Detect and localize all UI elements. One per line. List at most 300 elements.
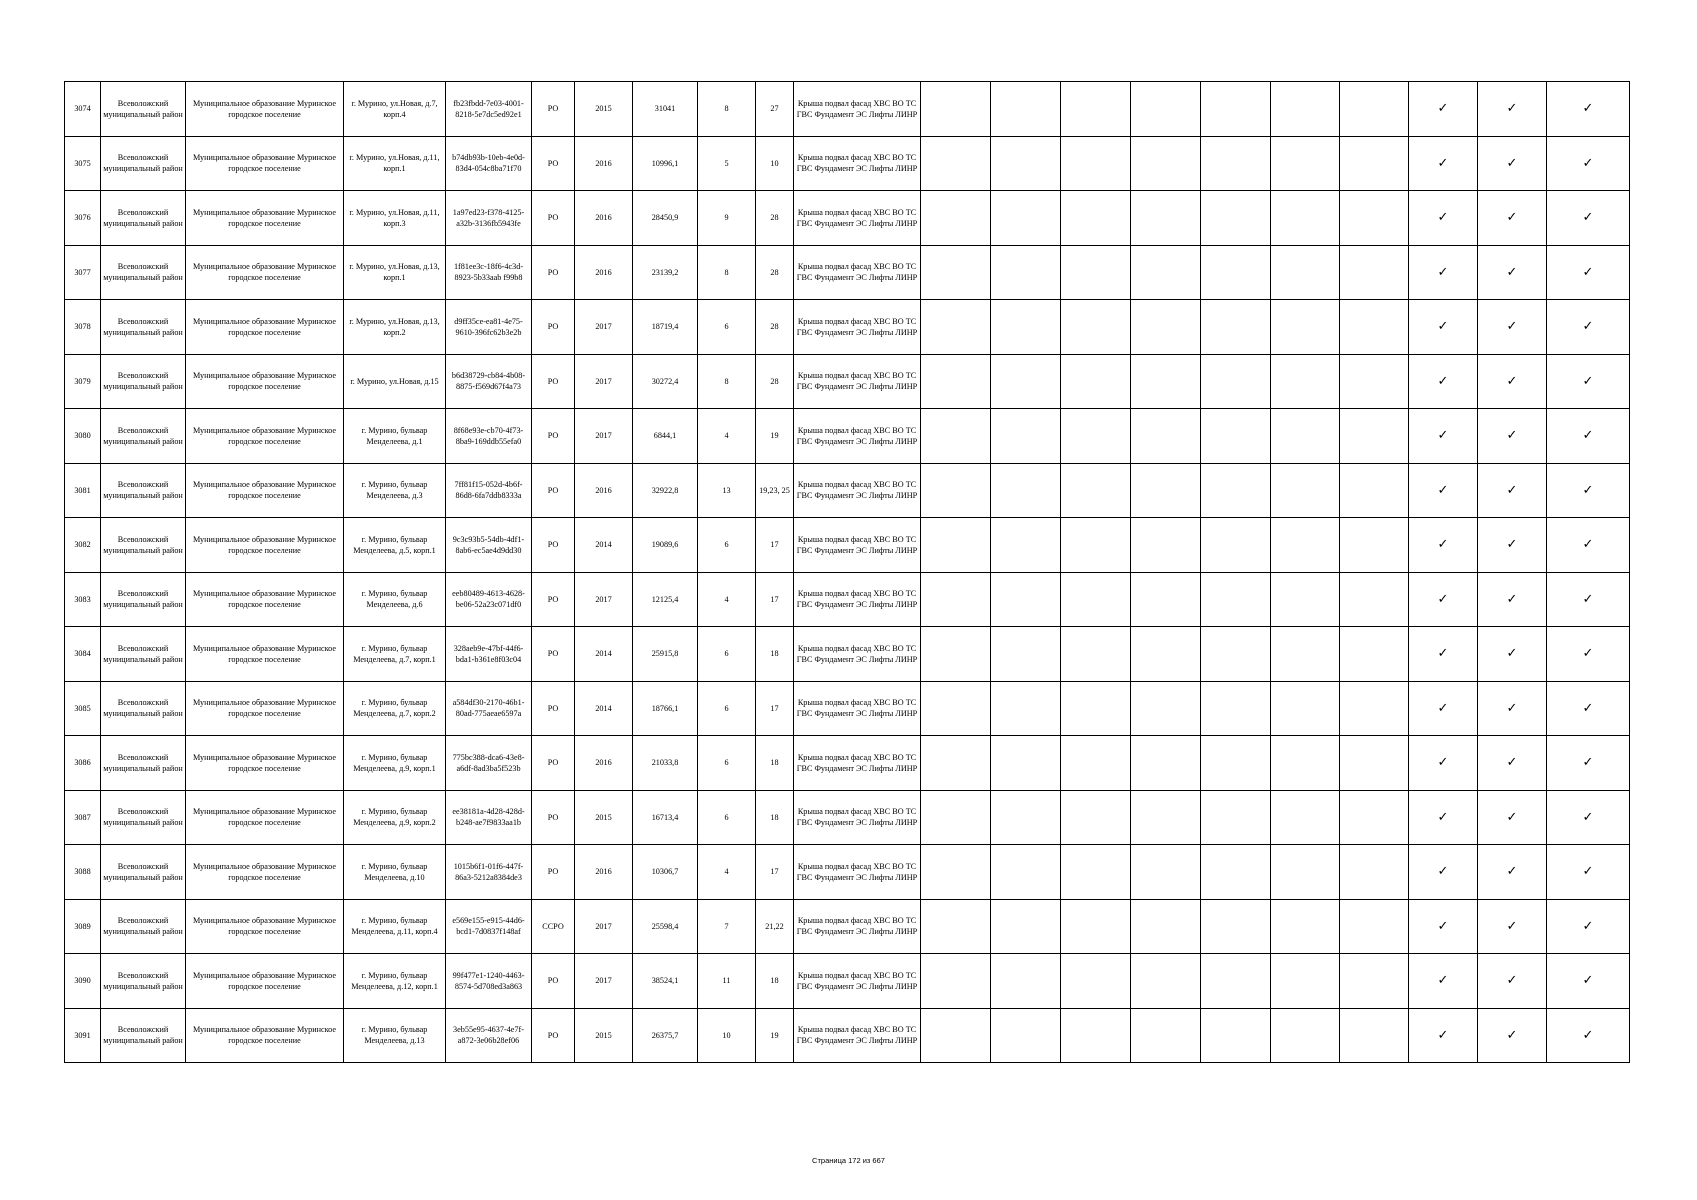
- empty-cell: [1340, 136, 1409, 191]
- empty-cell: [1340, 954, 1409, 1009]
- empty-cell: [1340, 300, 1409, 355]
- extra-code-cell: 10: [756, 136, 794, 191]
- area-cell: 18766,1: [633, 681, 698, 736]
- empty-cell: [991, 1008, 1061, 1063]
- checkmark-icon: ✓: [1478, 1008, 1547, 1063]
- empty-cell: [1131, 518, 1201, 573]
- empty-cell: [1271, 899, 1340, 954]
- empty-cell: [1131, 245, 1201, 300]
- empty-cell: [991, 899, 1061, 954]
- area-cell: 18719,4: [633, 300, 698, 355]
- empty-cell: [1131, 736, 1201, 791]
- works-list-cell: Крыша подвал фасад ХВС ВО ТС ГВС Фундамент ЭС Лифты ЛИНР: [794, 300, 921, 355]
- district-cell: Всеволожский муниципальный район: [101, 82, 186, 137]
- municipality-cell: Муниципальное образование Муринское городское поселение: [186, 681, 344, 736]
- works-list-cell: Крыша подвал фасад ХВС ВО ТС ГВС Фундамент ЭС Лифты ЛИНР: [794, 1008, 921, 1063]
- year-cell: 2017: [575, 954, 633, 1009]
- address-cell: г. Мурино, бульвар Менделеева, д.6: [344, 572, 446, 627]
- district-cell: Всеволожский муниципальный район: [101, 463, 186, 518]
- district-cell: Всеволожский муниципальный район: [101, 300, 186, 355]
- checkmark-icon: ✓: [1547, 736, 1630, 791]
- empty-cell: [991, 245, 1061, 300]
- empty-cell: [991, 300, 1061, 355]
- empty-cell: [1201, 736, 1271, 791]
- checkmark-icon: ✓: [1409, 245, 1478, 300]
- floors-cell: 11: [698, 954, 756, 1009]
- empty-cell: [1201, 681, 1271, 736]
- empty-cell: [1131, 354, 1201, 409]
- table-row: [65, 518, 1630, 573]
- area-cell: 25598,4: [633, 899, 698, 954]
- table-row: [65, 954, 1630, 1009]
- works-list-cell: Крыша подвал фасад ХВС ВО ТС ГВС Фундамент ЭС Лифты ЛИНР: [794, 82, 921, 137]
- checkmark-icon: ✓: [1478, 954, 1547, 1009]
- table-row: [65, 300, 1630, 355]
- row-number: 3081: [65, 463, 101, 518]
- floors-cell: 5: [698, 136, 756, 191]
- empty-cell: [1061, 191, 1131, 246]
- checkmark-icon: ✓: [1409, 354, 1478, 409]
- checkmark-icon: ✓: [1547, 790, 1630, 845]
- empty-cell: [1131, 300, 1201, 355]
- extra-code-cell: 28: [756, 245, 794, 300]
- empty-cell: [921, 409, 991, 464]
- empty-cell: [991, 790, 1061, 845]
- checkmark-icon: ✓: [1478, 845, 1547, 900]
- empty-cell: [991, 82, 1061, 137]
- row-number: 3080: [65, 409, 101, 464]
- empty-cell: [991, 736, 1061, 791]
- address-cell: г. Мурино, бульвар Менделеева, д.12, корп.1: [344, 954, 446, 1009]
- district-cell: Всеволожский муниципальный район: [101, 845, 186, 900]
- fund-type-cell: РО: [532, 136, 575, 191]
- checkmark-icon: ✓: [1409, 790, 1478, 845]
- fund-type-cell: РО: [532, 300, 575, 355]
- year-cell: 2017: [575, 354, 633, 409]
- table-row: [65, 136, 1630, 191]
- checkmark-icon: ✓: [1478, 518, 1547, 573]
- municipality-cell: Муниципальное образование Муринское городское поселение: [186, 572, 344, 627]
- checkmark-icon: ✓: [1478, 245, 1547, 300]
- fund-type-cell: РО: [532, 845, 575, 900]
- checkmark-icon: ✓: [1478, 572, 1547, 627]
- works-list-cell: Крыша подвал фасад ХВС ВО ТС ГВС Фундамент ЭС Лифты ЛИНР: [794, 899, 921, 954]
- empty-cell: [1131, 409, 1201, 464]
- row-number: 3085: [65, 681, 101, 736]
- empty-cell: [1061, 82, 1131, 137]
- empty-cell: [1201, 354, 1271, 409]
- empty-cell: [1340, 354, 1409, 409]
- empty-cell: [1340, 191, 1409, 246]
- address-cell: г. Мурино, бульвар Менделеева, д.11, корп.4: [344, 899, 446, 954]
- works-list-cell: Крыша подвал фасад ХВС ВО ТС ГВС Фундамент ЭС Лифты ЛИНР: [794, 954, 921, 1009]
- checkmark-icon: ✓: [1409, 191, 1478, 246]
- empty-cell: [1201, 1008, 1271, 1063]
- fund-type-cell: РО: [532, 409, 575, 464]
- table-row: [65, 1008, 1630, 1063]
- empty-cell: [1061, 300, 1131, 355]
- empty-cell: [1131, 954, 1201, 1009]
- empty-cell: [1271, 954, 1340, 1009]
- row-number: 3075: [65, 136, 101, 191]
- empty-cell: [991, 572, 1061, 627]
- district-cell: Всеволожский муниципальный район: [101, 518, 186, 573]
- address-cell: г. Мурино, бульвар Менделеева, д.9, корп.2: [344, 790, 446, 845]
- works-list-cell: Крыша подвал фасад ХВС ВО ТС ГВС Фундамент ЭС Лифты ЛИНР: [794, 409, 921, 464]
- works-list-cell: Крыша подвал фасад ХВС ВО ТС ГВС Фундамент ЭС Лифты ЛИНР: [794, 790, 921, 845]
- empty-cell: [921, 82, 991, 137]
- empty-cell: [1131, 1008, 1201, 1063]
- empty-cell: [1131, 463, 1201, 518]
- floors-cell: 9: [698, 191, 756, 246]
- checkmark-icon: ✓: [1547, 627, 1630, 682]
- municipality-cell: Муниципальное образование Муринское городское поселение: [186, 736, 344, 791]
- address-cell: г. Мурино, ул.Новая, д.7, корп.4: [344, 82, 446, 137]
- empty-cell: [921, 136, 991, 191]
- empty-cell: [1271, 191, 1340, 246]
- empty-cell: [1340, 845, 1409, 900]
- municipality-cell: Муниципальное образование Муринское городское поселение: [186, 627, 344, 682]
- empty-cell: [1271, 354, 1340, 409]
- district-cell: Всеволожский муниципальный район: [101, 136, 186, 191]
- row-number: 3087: [65, 790, 101, 845]
- empty-cell: [1271, 1008, 1340, 1063]
- district-cell: Всеволожский муниципальный район: [101, 409, 186, 464]
- empty-cell: [991, 627, 1061, 682]
- year-cell: 2014: [575, 627, 633, 682]
- table-row: [65, 572, 1630, 627]
- checkmark-icon: ✓: [1547, 954, 1630, 1009]
- address-cell: г. Мурино, бульвар Менделеева, д.3: [344, 463, 446, 518]
- floors-cell: 8: [698, 354, 756, 409]
- works-list-cell: Крыша подвал фасад ХВС ВО ТС ГВС Фундамент ЭС Лифты ЛИНР: [794, 354, 921, 409]
- extra-code-cell: 17: [756, 681, 794, 736]
- area-cell: 38524,1: [633, 954, 698, 1009]
- checkmark-icon: ✓: [1409, 627, 1478, 682]
- empty-cell: [1201, 136, 1271, 191]
- document-page: [64, 81, 1629, 1063]
- floors-cell: 4: [698, 572, 756, 627]
- district-cell: Всеволожский муниципальный район: [101, 681, 186, 736]
- guid-cell: 3eb55e95-4637-4e7f-a872-3e06b28ef06: [446, 1008, 532, 1063]
- empty-cell: [921, 954, 991, 1009]
- checkmark-icon: ✓: [1478, 681, 1547, 736]
- area-cell: 32922,8: [633, 463, 698, 518]
- empty-cell: [1131, 136, 1201, 191]
- extra-code-cell: 18: [756, 627, 794, 682]
- checkmark-icon: ✓: [1547, 82, 1630, 137]
- checkmark-icon: ✓: [1409, 572, 1478, 627]
- checkmark-icon: ✓: [1547, 245, 1630, 300]
- district-cell: Всеволожский муниципальный район: [101, 191, 186, 246]
- empty-cell: [921, 572, 991, 627]
- empty-cell: [1201, 245, 1271, 300]
- area-cell: 31041: [633, 82, 698, 137]
- empty-cell: [921, 790, 991, 845]
- municipality-cell: Муниципальное образование Муринское городское поселение: [186, 1008, 344, 1063]
- table-row: [65, 899, 1630, 954]
- works-list-cell: Крыша подвал фасад ХВС ВО ТС ГВС Фундамент ЭС Лифты ЛИНР: [794, 245, 921, 300]
- extra-code-cell: 28: [756, 354, 794, 409]
- empty-cell: [1201, 409, 1271, 464]
- empty-cell: [1271, 790, 1340, 845]
- row-number: 3090: [65, 954, 101, 1009]
- empty-cell: [921, 245, 991, 300]
- empty-cell: [1201, 790, 1271, 845]
- municipality-cell: Муниципальное образование Муринское городское поселение: [186, 136, 344, 191]
- floors-cell: 6: [698, 518, 756, 573]
- checkmark-icon: ✓: [1409, 899, 1478, 954]
- fund-type-cell: РО: [532, 572, 575, 627]
- floors-cell: 6: [698, 300, 756, 355]
- municipality-cell: Муниципальное образование Муринское городское поселение: [186, 354, 344, 409]
- empty-cell: [1201, 191, 1271, 246]
- row-number: 3079: [65, 354, 101, 409]
- checkmark-icon: ✓: [1547, 463, 1630, 518]
- row-number: 3076: [65, 191, 101, 246]
- empty-cell: [1340, 245, 1409, 300]
- checkmark-icon: ✓: [1478, 627, 1547, 682]
- floors-cell: 13: [698, 463, 756, 518]
- floors-cell: 6: [698, 736, 756, 791]
- area-cell: 6844,1: [633, 409, 698, 464]
- empty-cell: [1061, 627, 1131, 682]
- empty-cell: [1340, 627, 1409, 682]
- empty-cell: [921, 518, 991, 573]
- checkmark-icon: ✓: [1478, 899, 1547, 954]
- year-cell: 2016: [575, 191, 633, 246]
- works-list-cell: Крыша подвал фасад ХВС ВО ТС ГВС Фундамент ЭС Лифты ЛИНР: [794, 518, 921, 573]
- page-footer: Страница 172 из 667: [812, 1156, 885, 1165]
- area-cell: 26375,7: [633, 1008, 698, 1063]
- empty-cell: [1131, 790, 1201, 845]
- empty-cell: [1271, 300, 1340, 355]
- empty-cell: [1271, 245, 1340, 300]
- row-number: 3088: [65, 845, 101, 900]
- empty-cell: [1271, 572, 1340, 627]
- extra-code-cell: 17: [756, 518, 794, 573]
- floors-cell: 8: [698, 82, 756, 137]
- empty-cell: [1201, 300, 1271, 355]
- municipality-cell: Муниципальное образование Муринское городское поселение: [186, 518, 344, 573]
- extra-code-cell: 17: [756, 572, 794, 627]
- district-cell: Всеволожский муниципальный район: [101, 245, 186, 300]
- empty-cell: [1271, 845, 1340, 900]
- guid-cell: 9c3c93b5-54db-4df1-8ab6-ec5ae4d9dd30: [446, 518, 532, 573]
- floors-cell: 6: [698, 627, 756, 682]
- empty-cell: [1061, 954, 1131, 1009]
- address-cell: г. Мурино, бульвар Менделеева, д.10: [344, 845, 446, 900]
- empty-cell: [1061, 845, 1131, 900]
- address-cell: г. Мурино, ул.Новая, д.11, корп.1: [344, 136, 446, 191]
- address-cell: г. Мурино, ул.Новая, д.13, корп.2: [344, 300, 446, 355]
- empty-cell: [1340, 572, 1409, 627]
- empty-cell: [1061, 681, 1131, 736]
- year-cell: 2016: [575, 845, 633, 900]
- empty-cell: [1131, 627, 1201, 682]
- empty-cell: [1201, 899, 1271, 954]
- guid-cell: 1f81ee3c-18f6-4c3d-8923-5b33aab f99b8: [446, 245, 532, 300]
- empty-cell: [921, 736, 991, 791]
- district-cell: Всеволожский муниципальный район: [101, 954, 186, 1009]
- checkmark-icon: ✓: [1478, 191, 1547, 246]
- guid-cell: ee38181a-4d28-428d-b248-ae7f9833aa1b: [446, 790, 532, 845]
- empty-cell: [1061, 1008, 1131, 1063]
- works-list-cell: Крыша подвал фасад ХВС ВО ТС ГВС Фундамент ЭС Лифты ЛИНР: [794, 627, 921, 682]
- year-cell: 2015: [575, 1008, 633, 1063]
- fund-type-cell: РО: [532, 463, 575, 518]
- empty-cell: [1131, 572, 1201, 627]
- fund-type-cell: ССРО: [532, 899, 575, 954]
- area-cell: 25915,8: [633, 627, 698, 682]
- empty-cell: [1201, 627, 1271, 682]
- address-cell: г. Мурино, ул.Новая, д.11, корп.3: [344, 191, 446, 246]
- empty-cell: [1061, 463, 1131, 518]
- checkmark-icon: ✓: [1478, 463, 1547, 518]
- checkmark-icon: ✓: [1409, 136, 1478, 191]
- fund-type-cell: РО: [532, 518, 575, 573]
- empty-cell: [991, 845, 1061, 900]
- extra-code-cell: 28: [756, 191, 794, 246]
- empty-cell: [1131, 845, 1201, 900]
- guid-cell: b6d38729-cb84-4b08-8875-f569d67f4a73: [446, 354, 532, 409]
- empty-cell: [1131, 191, 1201, 246]
- checkmark-icon: ✓: [1547, 845, 1630, 900]
- floors-cell: 4: [698, 409, 756, 464]
- empty-cell: [1340, 736, 1409, 791]
- works-list-cell: Крыша подвал фасад ХВС ВО ТС ГВС Фундамент ЭС Лифты ЛИНР: [794, 736, 921, 791]
- empty-cell: [921, 845, 991, 900]
- table-body: [65, 82, 1630, 1063]
- empty-cell: [991, 191, 1061, 246]
- extra-code-cell: 28: [756, 300, 794, 355]
- checkmark-icon: ✓: [1478, 736, 1547, 791]
- district-cell: Всеволожский муниципальный район: [101, 736, 186, 791]
- empty-cell: [1131, 82, 1201, 137]
- guid-cell: 775bc388-dca6-43e8-a6df-8ad3ba5f523b: [446, 736, 532, 791]
- empty-cell: [1061, 736, 1131, 791]
- empty-cell: [1271, 627, 1340, 682]
- works-list-cell: Крыша подвал фасад ХВС ВО ТС ГВС Фундамент ЭС Лифты ЛИНР: [794, 136, 921, 191]
- table-row: [65, 736, 1630, 791]
- empty-cell: [1201, 82, 1271, 137]
- row-number: 3077: [65, 245, 101, 300]
- empty-cell: [991, 136, 1061, 191]
- extra-code-cell: 18: [756, 736, 794, 791]
- guid-cell: 1a97ed23-f378-4125-a32b-3136fb5943fe: [446, 191, 532, 246]
- checkmark-icon: ✓: [1478, 136, 1547, 191]
- row-number: 3074: [65, 82, 101, 137]
- checkmark-icon: ✓: [1409, 409, 1478, 464]
- empty-cell: [1271, 463, 1340, 518]
- checkmark-icon: ✓: [1409, 82, 1478, 137]
- empty-cell: [1340, 409, 1409, 464]
- checkmark-icon: ✓: [1409, 518, 1478, 573]
- empty-cell: [991, 954, 1061, 1009]
- year-cell: 2015: [575, 82, 633, 137]
- checkmark-icon: ✓: [1409, 463, 1478, 518]
- works-list-cell: Крыша подвал фасад ХВС ВО ТС ГВС Фундамент ЭС Лифты ЛИНР: [794, 845, 921, 900]
- registry-table: [64, 81, 1630, 1063]
- empty-cell: [921, 1008, 991, 1063]
- empty-cell: [1340, 899, 1409, 954]
- guid-cell: e569e155-e915-44d6-bcd1-7d0837f148af: [446, 899, 532, 954]
- address-cell: г. Мурино, ул.Новая, д.15: [344, 354, 446, 409]
- area-cell: 10306,7: [633, 845, 698, 900]
- fund-type-cell: РО: [532, 627, 575, 682]
- table-row: [65, 191, 1630, 246]
- guid-cell: eeb80489-4613-4628-be06-52a23c071df0: [446, 572, 532, 627]
- checkmark-icon: ✓: [1547, 136, 1630, 191]
- municipality-cell: Муниципальное образование Муринское городское поселение: [186, 82, 344, 137]
- empty-cell: [1201, 954, 1271, 1009]
- empty-cell: [1271, 681, 1340, 736]
- checkmark-icon: ✓: [1478, 409, 1547, 464]
- checkmark-icon: ✓: [1547, 681, 1630, 736]
- year-cell: 2016: [575, 736, 633, 791]
- extra-code-cell: 17: [756, 845, 794, 900]
- empty-cell: [1271, 736, 1340, 791]
- fund-type-cell: РО: [532, 790, 575, 845]
- area-cell: 16713,4: [633, 790, 698, 845]
- floors-cell: 8: [698, 245, 756, 300]
- guid-cell: 1015b6f1-01f6-447f-86a3-5212a8384de3: [446, 845, 532, 900]
- address-cell: г. Мурино, бульвар Менделеева, д.5, корп.1: [344, 518, 446, 573]
- year-cell: 2016: [575, 463, 633, 518]
- municipality-cell: Муниципальное образование Муринское городское поселение: [186, 300, 344, 355]
- year-cell: 2014: [575, 518, 633, 573]
- empty-cell: [991, 354, 1061, 409]
- checkmark-icon: ✓: [1547, 191, 1630, 246]
- empty-cell: [921, 899, 991, 954]
- checkmark-icon: ✓: [1547, 1008, 1630, 1063]
- empty-cell: [1271, 518, 1340, 573]
- checkmark-icon: ✓: [1478, 790, 1547, 845]
- area-cell: 12125,4: [633, 572, 698, 627]
- works-list-cell: Крыша подвал фасад ХВС ВО ТС ГВС Фундамент ЭС Лифты ЛИНР: [794, 191, 921, 246]
- extra-code-cell: 27: [756, 82, 794, 137]
- empty-cell: [1340, 463, 1409, 518]
- guid-cell: b74db93b-10eb-4e0d-83d4-054c8ba71f70: [446, 136, 532, 191]
- floors-cell: 6: [698, 790, 756, 845]
- empty-cell: [1131, 681, 1201, 736]
- area-cell: 28450,9: [633, 191, 698, 246]
- empty-cell: [1340, 518, 1409, 573]
- checkmark-icon: ✓: [1547, 899, 1630, 954]
- empty-cell: [1201, 463, 1271, 518]
- fund-type-cell: РО: [532, 954, 575, 1009]
- extra-code-cell: 18: [756, 954, 794, 1009]
- fund-type-cell: РО: [532, 245, 575, 300]
- empty-cell: [991, 518, 1061, 573]
- guid-cell: 7ff81f15-052d-4b6f-86d8-6fa7ddb8333a: [446, 463, 532, 518]
- municipality-cell: Муниципальное образование Муринское городское поселение: [186, 899, 344, 954]
- empty-cell: [1340, 790, 1409, 845]
- checkmark-icon: ✓: [1478, 354, 1547, 409]
- guid-cell: fb23fbdd-7e03-4001-8218-5e7dc5ed92e1: [446, 82, 532, 137]
- fund-type-cell: РО: [532, 681, 575, 736]
- table-row: [65, 82, 1630, 137]
- table-row: [65, 627, 1630, 682]
- district-cell: Всеволожский муниципальный район: [101, 899, 186, 954]
- address-cell: г. Мурино, бульвар Менделеева, д.7, корп.1: [344, 627, 446, 682]
- extra-code-cell: 19,23, 25: [756, 463, 794, 518]
- checkmark-icon: ✓: [1547, 518, 1630, 573]
- empty-cell: [1061, 409, 1131, 464]
- extra-code-cell: 19: [756, 1008, 794, 1063]
- empty-cell: [1201, 845, 1271, 900]
- empty-cell: [921, 300, 991, 355]
